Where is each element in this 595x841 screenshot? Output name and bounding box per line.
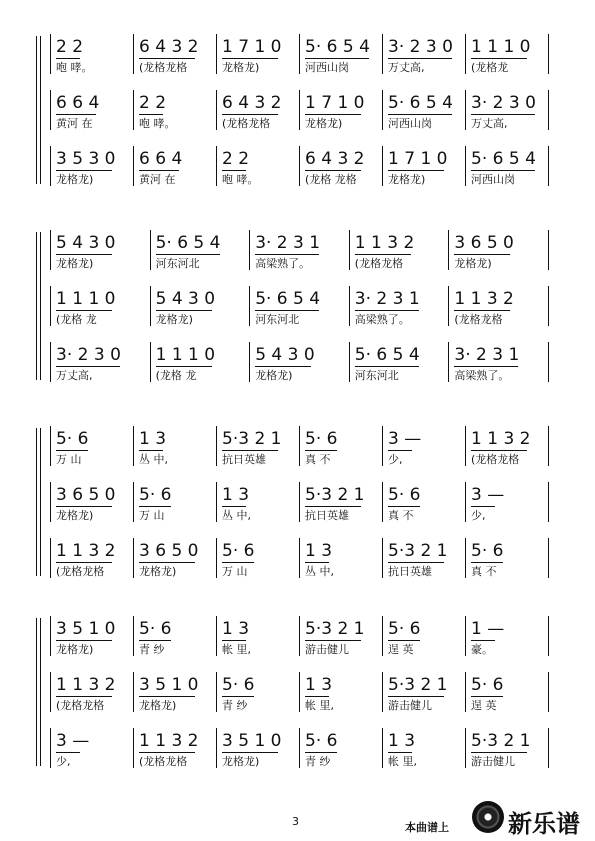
lyric-text: 万丈高, [471, 117, 508, 130]
beam-underline [56, 254, 112, 255]
beam-underline [388, 696, 444, 697]
beam-underline [222, 506, 246, 507]
lyric-text: (龙格龙格 [139, 61, 188, 74]
lyric-text: 少, [388, 453, 403, 466]
lyric-text: 龙格龙) [388, 173, 426, 186]
beam-underline [388, 450, 412, 451]
beam-underline [305, 114, 361, 115]
lyric-text: 龙格龙) [56, 257, 94, 270]
lyric-text: 咆 哮。 [139, 117, 176, 130]
measure-notes: 1 — [471, 619, 505, 639]
lyric-text: 龙格龙) [222, 755, 260, 768]
measure-notes: 3 5 1 0 [139, 675, 199, 695]
lyric-text: 高梁熟了。 [454, 369, 510, 382]
barline [299, 728, 300, 768]
barline [50, 286, 51, 326]
beam-underline [56, 696, 112, 697]
lyric-text: (龙格龙格 [454, 313, 503, 326]
barline [465, 90, 466, 130]
beam-underline [222, 640, 246, 641]
measure-notes: 5·3 2 1 [305, 619, 365, 639]
barline [382, 90, 383, 130]
lyric-text: 黄河 在 [139, 173, 176, 186]
beam-underline [355, 310, 419, 311]
barline [382, 672, 383, 712]
barline [50, 482, 51, 522]
lyric-text: 青 纱 [305, 755, 331, 768]
measure-notes: 5 4 3 0 [56, 233, 116, 253]
beam-underline [471, 696, 503, 697]
measure-notes: 6 4 3 2 [305, 149, 365, 169]
barline [50, 90, 51, 130]
barline [349, 230, 350, 270]
barline [465, 616, 466, 656]
measure-notes: 5· 6 5 4 [354, 345, 420, 365]
barline [548, 230, 549, 270]
lyric-text: 龙格龙) [454, 257, 492, 270]
lyric-text: 龙格龙) [255, 369, 293, 382]
beam-underline [139, 506, 171, 507]
measure-notes: 3· 2 3 1 [255, 233, 321, 253]
beam-underline [454, 366, 518, 367]
beam-underline [56, 310, 112, 311]
measure-notes: 1 3 [305, 675, 333, 695]
barline [299, 482, 300, 522]
beam-underline [305, 696, 329, 697]
measure-notes: 5· 6 [471, 541, 504, 561]
measure-notes: 1 3 [388, 731, 416, 751]
barline [548, 672, 549, 712]
measure-notes: 5 4 3 0 [255, 345, 315, 365]
barline [50, 672, 51, 712]
measure-notes: 5· 6 5 4 [388, 93, 453, 113]
barline [216, 538, 217, 578]
lyric-text: 河东河北 [354, 369, 399, 382]
beam-underline [305, 752, 337, 753]
lyric-text: 万丈高, [388, 61, 425, 74]
beam-underline [222, 752, 278, 753]
barline [382, 146, 383, 186]
record-logo-icon [472, 801, 504, 833]
barline [382, 426, 383, 466]
measure-notes: 3· 2 3 1 [354, 289, 420, 309]
barline [216, 426, 217, 466]
beam-underline [56, 752, 80, 753]
beam-underline [471, 450, 527, 451]
measure-notes: 5· 6 5 4 [155, 233, 221, 253]
barline [133, 482, 134, 522]
lyric-text: 逞 英 [388, 643, 414, 656]
lyric-text: (龙格龙格 [56, 699, 105, 712]
beam-underline [388, 562, 444, 563]
measure-notes: 5· 6 [222, 675, 255, 695]
lyric-text: 少, [56, 755, 71, 768]
measure-notes: 5· 6 [305, 731, 338, 751]
measure-notes: 1 3 [222, 485, 250, 505]
measure-notes: 3· 2 3 1 [454, 345, 520, 365]
measure-notes: 5 4 3 0 [155, 289, 216, 309]
lyric-text: 游击健儿 [471, 755, 515, 768]
beam-underline [388, 58, 452, 59]
beam-underline [471, 562, 503, 563]
barline [448, 286, 449, 326]
barline [299, 426, 300, 466]
measure-notes: 5· 6 [222, 541, 255, 561]
measure-notes: 6 6 4 [139, 149, 183, 169]
lyric-text: (龙格 龙格 [305, 173, 357, 186]
barline [465, 482, 466, 522]
barline [548, 482, 549, 522]
beam-underline [355, 366, 419, 367]
lyric-text: (龙格龙格 [56, 565, 105, 578]
barline [150, 286, 151, 326]
beam-underline [305, 450, 337, 451]
lyric-text: 龙格龙) [305, 117, 343, 130]
lyric-text: 龙格龙) [139, 565, 177, 578]
measure-notes: 1 1 3 2 [454, 289, 514, 309]
measure-notes: 1 1 3 2 [354, 233, 415, 253]
barline [465, 426, 466, 466]
barline [133, 538, 134, 578]
lyric-text: (龙格龙格 [139, 755, 188, 768]
lyric-text: 咆 哮。 [222, 173, 259, 186]
barline [216, 34, 217, 74]
measure-notes: 2 2 [222, 149, 250, 169]
lyric-text: 帐 里, [388, 755, 417, 768]
barline [382, 616, 383, 656]
lyric-text: 河东河北 [255, 313, 300, 326]
barline [50, 616, 51, 656]
measure-notes: 3 5 1 0 [56, 619, 116, 639]
lyric-text: 万丈高, [56, 369, 93, 382]
measure-notes: 5·3 2 1 [222, 429, 282, 449]
barline [299, 616, 300, 656]
beam-underline [139, 450, 163, 451]
lyric-text: 真 不 [388, 509, 414, 522]
measure-notes: 5· 6 [139, 485, 172, 505]
beam-underline [222, 114, 278, 115]
beam-underline [255, 254, 319, 255]
lyric-text: (龙格 龙 [155, 369, 197, 382]
measure-notes: 6 4 3 2 [222, 93, 282, 113]
lyric-text: 真 不 [471, 565, 497, 578]
beam-underline [56, 170, 112, 171]
barline [548, 90, 549, 130]
beam-underline [388, 114, 452, 115]
barline [299, 90, 300, 130]
barline [548, 342, 549, 382]
beam-underline [139, 114, 163, 115]
lyric-text: 丛 中, [139, 453, 168, 466]
beam-underline [56, 114, 96, 115]
lyric-text: 万 山 [56, 453, 82, 466]
measure-notes: 3 5 3 0 [56, 149, 116, 169]
barline [133, 672, 134, 712]
lyric-text: (龙格龙格 [354, 257, 404, 270]
beam-underline [471, 58, 527, 59]
lyric-text: (龙格 龙 [56, 313, 97, 326]
measure-notes: 3 6 5 0 [454, 233, 514, 253]
lyric-text: 豪。 [471, 643, 493, 656]
lyric-text: 帐 里, [305, 699, 334, 712]
measure-notes: 1 3 [305, 541, 333, 561]
brand-logo: 新乐谱 [508, 810, 580, 838]
barline [249, 342, 250, 382]
system-brace [36, 232, 47, 380]
beam-underline [305, 58, 369, 59]
measure-notes: 5· 6 [305, 429, 338, 449]
barline [448, 230, 449, 270]
measure-notes: 5· 6 5 4 [255, 289, 321, 309]
measure-notes: 1 1 3 2 [471, 429, 531, 449]
barline [465, 672, 466, 712]
measure-notes: 6 4 3 2 [139, 37, 199, 57]
measure-notes: 5· 6 [471, 675, 504, 695]
beam-underline [471, 506, 495, 507]
beam-underline [222, 696, 254, 697]
measure-notes: 2 2 [56, 37, 84, 57]
beam-underline [355, 254, 411, 255]
barline [50, 426, 51, 466]
lyric-text: 少, [471, 509, 486, 522]
beam-underline [388, 170, 444, 171]
beam-underline [305, 562, 329, 563]
lyric-text: 丛 中, [305, 565, 334, 578]
measure-notes: 5· 6 [388, 619, 421, 639]
barline [548, 426, 549, 466]
barline [465, 146, 466, 186]
barline [299, 538, 300, 578]
lyric-text: 帐 里, [222, 643, 251, 656]
beam-underline [139, 562, 195, 563]
lyric-text: 河东河北 [155, 257, 200, 270]
barline [50, 342, 51, 382]
beam-underline [454, 310, 510, 311]
barline [133, 426, 134, 466]
system-brace [36, 618, 47, 766]
lyric-text: 万 山 [139, 509, 165, 522]
beam-underline [305, 506, 361, 507]
barline [133, 146, 134, 186]
beam-underline [139, 640, 171, 641]
lyric-text: 河西山岗 [388, 117, 432, 130]
lyric-text: 抗日英雄 [222, 453, 266, 466]
beam-underline [56, 366, 120, 367]
barline [548, 538, 549, 578]
measure-notes: 1 1 3 2 [139, 731, 199, 751]
beam-underline [56, 58, 80, 59]
beam-underline [388, 506, 420, 507]
measure-notes: 5· 6 5 4 [305, 37, 370, 57]
lyric-text: 青 纱 [222, 699, 248, 712]
barline [50, 538, 51, 578]
barline [465, 34, 466, 74]
measure-notes: 3· 2 3 0 [388, 37, 453, 57]
measure-notes: 5·3 2 1 [471, 731, 531, 751]
barline [382, 728, 383, 768]
beam-underline [156, 310, 212, 311]
barline [299, 34, 300, 74]
measure-notes: 1 3 [222, 619, 250, 639]
barline [133, 728, 134, 768]
lyric-text: 丛 中, [222, 509, 251, 522]
barline [548, 34, 549, 74]
beam-underline [222, 450, 278, 451]
barline [465, 728, 466, 768]
measure-notes: 1 7 1 0 [305, 93, 365, 113]
beam-underline [471, 640, 495, 641]
beam-underline [255, 310, 319, 311]
lyric-text: 龙格龙) [139, 699, 177, 712]
barline [382, 538, 383, 578]
beam-underline [222, 562, 254, 563]
beam-underline [139, 58, 195, 59]
barline [133, 90, 134, 130]
measure-notes: 1 1 3 2 [56, 541, 116, 561]
barline [133, 616, 134, 656]
barline [50, 146, 51, 186]
measure-notes: 5· 6 [139, 619, 172, 639]
barline [216, 672, 217, 712]
beam-underline [471, 114, 535, 115]
measure-notes: 5· 6 5 4 [471, 149, 536, 169]
measure-notes: 3 — [471, 485, 505, 505]
barline [448, 342, 449, 382]
barline [382, 34, 383, 74]
measure-notes: 3· 2 3 0 [56, 345, 121, 365]
beam-underline [222, 58, 278, 59]
barline [382, 482, 383, 522]
measure-notes: 3 — [56, 731, 90, 751]
barline [50, 728, 51, 768]
barline [465, 538, 466, 578]
barline [548, 728, 549, 768]
lyric-text: 龙格龙) [56, 509, 94, 522]
barline [349, 342, 350, 382]
barline [299, 146, 300, 186]
lyric-text: 河西山岗 [305, 61, 349, 74]
barline [249, 230, 250, 270]
measure-notes: 3 5 1 0 [222, 731, 282, 751]
measure-notes: 1 3 [139, 429, 167, 449]
lyric-text: 黄河 在 [56, 117, 93, 130]
beam-underline [56, 506, 112, 507]
barline [150, 230, 151, 270]
beam-underline [471, 170, 535, 171]
barline [299, 672, 300, 712]
lyric-text: 咆 哮。 [56, 61, 93, 74]
barline [133, 34, 134, 74]
lyric-text: 龙格龙) [155, 313, 193, 326]
beam-underline [139, 696, 195, 697]
barline [249, 286, 250, 326]
measure-notes: 6 6 4 [56, 93, 100, 113]
source-label: 本曲谱上 [405, 821, 449, 834]
measure-notes: 5·3 2 1 [388, 541, 448, 561]
lyric-text: 游击健儿 [305, 643, 349, 656]
beam-underline [56, 450, 88, 451]
lyric-text: (龙格龙格 [222, 117, 271, 130]
measure-notes: 1 7 1 0 [222, 37, 282, 57]
barline [216, 146, 217, 186]
lyric-text: 逞 英 [471, 699, 497, 712]
barline [50, 34, 51, 74]
beam-underline [471, 752, 527, 753]
measure-notes: 5·3 2 1 [305, 485, 365, 505]
measure-notes: 1 1 1 0 [471, 37, 531, 57]
barline [216, 728, 217, 768]
beam-underline [56, 562, 112, 563]
lyric-text: (龙格龙格 [471, 453, 520, 466]
lyric-text: 抗日英雄 [305, 509, 349, 522]
barline [349, 286, 350, 326]
barline [548, 616, 549, 656]
barline [548, 146, 549, 186]
measure-notes: 3· 2 3 0 [471, 93, 536, 113]
lyric-text: 龙格龙) [56, 173, 94, 186]
barline [216, 90, 217, 130]
lyric-text: 高梁熟了。 [255, 257, 311, 270]
system-brace [36, 428, 47, 576]
measure-notes: 1 7 1 0 [388, 149, 448, 169]
beam-underline [388, 752, 412, 753]
measure-notes: 5· 6 [56, 429, 89, 449]
measure-notes: 2 2 [139, 93, 167, 113]
measure-notes: 3 6 5 0 [56, 485, 116, 505]
lyric-text: 龙格龙) [56, 643, 94, 656]
measure-notes: 1 1 1 0 [56, 289, 116, 309]
beam-underline [305, 640, 361, 641]
barline [216, 482, 217, 522]
lyric-text: 青 纱 [139, 643, 165, 656]
beam-underline [156, 254, 220, 255]
measure-notes: 1 1 3 2 [56, 675, 116, 695]
beam-underline [139, 170, 179, 171]
barline [50, 230, 51, 270]
beam-underline [56, 640, 112, 641]
beam-underline [139, 752, 195, 753]
system-brace [36, 36, 47, 184]
beam-underline [222, 170, 246, 171]
measure-notes: 5·3 2 1 [388, 675, 448, 695]
lyric-text: (龙格龙 [471, 61, 509, 74]
beam-underline [156, 366, 212, 367]
lyric-text: 真 不 [305, 453, 331, 466]
barline [548, 286, 549, 326]
page-number: 3 [292, 815, 299, 828]
barline [150, 342, 151, 382]
measure-notes: 3 — [388, 429, 422, 449]
measure-notes: 5· 6 [388, 485, 421, 505]
measure-notes: 1 1 1 0 [155, 345, 216, 365]
lyric-text: 高梁熟了。 [354, 313, 410, 326]
lyric-text: 河西山岗 [471, 173, 515, 186]
beam-underline [255, 366, 311, 367]
beam-underline [454, 254, 510, 255]
lyric-text: 龙格龙) [222, 61, 260, 74]
lyric-text: 游击健儿 [388, 699, 432, 712]
barline [216, 616, 217, 656]
measure-notes: 3 6 5 0 [139, 541, 199, 561]
lyric-text: 抗日英雄 [388, 565, 432, 578]
lyric-text: 万 山 [222, 565, 248, 578]
beam-underline [388, 640, 420, 641]
beam-underline [305, 170, 361, 171]
